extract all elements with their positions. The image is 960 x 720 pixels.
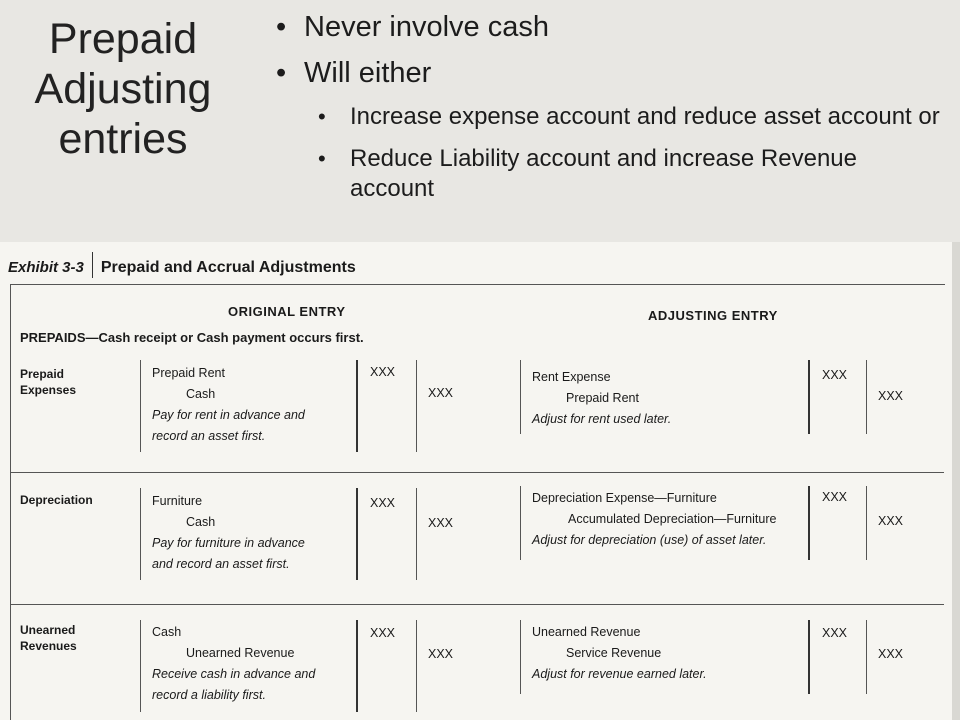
sub-bullet-item: • Reduce Liability account and increase Revenue account [318, 144, 946, 204]
column-header-adjusting: ADJUSTING ENTRY [648, 308, 778, 323]
credit-amount: XXX [428, 516, 454, 530]
entry-bracket [140, 488, 141, 580]
credit-amount: XXX [428, 386, 454, 400]
credit-column-rule [866, 486, 867, 560]
debit-account: Furniture [152, 494, 203, 508]
entry-bracket [520, 486, 521, 560]
credit-account: Unearned Revenue [186, 646, 295, 660]
debit-amount: XXX [370, 365, 396, 379]
credit-column-rule [416, 620, 417, 712]
column-header-original: ORIGINAL ENTRY [228, 304, 346, 319]
exhibit-image [0, 242, 952, 720]
debit-column-rule [356, 488, 358, 580]
row-label-line: Prepaid [20, 367, 65, 381]
credit-amount: XXX [878, 389, 904, 403]
credit-column-rule [866, 360, 867, 434]
debit-amount: XXX [822, 490, 848, 504]
exhibit-separator [92, 252, 93, 278]
row-label-prepaid-expenses [20, 366, 76, 398]
credit-column-rule [866, 620, 867, 694]
row-divider [10, 604, 944, 605]
debit-account: Cash [152, 625, 182, 639]
debit-column-rule [808, 360, 810, 434]
bullet-item: • Never involve cash [276, 10, 946, 44]
credit-account: Service Revenue [566, 646, 662, 660]
credit-column-rule [416, 488, 417, 580]
title-line: entries [58, 115, 188, 163]
entry-note: and record an asset first. [152, 557, 290, 571]
adjusting-entry-unearned [532, 622, 707, 685]
original-entry-unearned [152, 622, 315, 706]
entry-bracket [140, 360, 141, 452]
entry-note: Pay for furniture in advance [152, 536, 305, 550]
adjusting-entry-depreciation [532, 488, 776, 551]
entry-note: Adjust for rent used later. [532, 412, 672, 426]
entry-note: record a liability first. [152, 688, 266, 702]
credit-amount: XXX [878, 514, 904, 528]
debit-amount: XXX [370, 626, 396, 640]
credit-amount: XXX [428, 647, 454, 661]
entry-note: Adjust for revenue earned later. [532, 667, 707, 681]
exhibit-frame [10, 284, 945, 720]
credit-column-rule [416, 360, 417, 452]
row-label-line: Unearned [20, 623, 76, 637]
row-divider [10, 472, 944, 473]
adjusting-entry-prepaid [532, 367, 671, 430]
exhibit-label: Exhibit 3-3 [8, 259, 84, 276]
debit-account: Rent Expense [532, 370, 611, 384]
exhibit-header [8, 252, 356, 276]
debit-column-rule [356, 620, 358, 712]
original-entry-depreciation [152, 491, 305, 575]
title-line: Adjusting [34, 65, 212, 113]
credit-account: Cash [186, 515, 216, 529]
row-label-depreciation [20, 492, 93, 508]
row-label-unearned-revenues [20, 622, 77, 654]
credit-account: Accumulated Depreciation—Furniture [568, 512, 777, 526]
debit-amount: XXX [822, 368, 848, 382]
entry-bracket [520, 360, 521, 434]
entry-note: Adjust for depreciation (use) of asset later. [532, 533, 767, 547]
slide-edge-strip [952, 242, 960, 720]
title-line: Prepaid [48, 15, 198, 63]
section-heading: PREPAIDS—Cash receipt or Cash payment occurs first. [20, 330, 364, 345]
debit-account: Depreciation Expense—Furniture [532, 491, 717, 505]
entry-bracket [520, 620, 521, 694]
bullet-list [276, 10, 946, 216]
sub-bullet-item: • Increase expense account and reduce asset account or [318, 102, 946, 132]
debit-amount: XXX [370, 496, 396, 510]
row-label-line: Depreciation [20, 493, 93, 507]
credit-amount: XXX [878, 647, 904, 661]
bullet-item: • Will either [276, 56, 946, 90]
row-label-line: Expenses [20, 383, 77, 397]
debit-column-rule [356, 360, 358, 452]
credit-account: Cash [186, 387, 216, 401]
exhibit-title: Prepaid and Accrual Adjustments [100, 259, 356, 276]
original-entry-prepaid [152, 363, 305, 447]
debit-account: Unearned Revenue [532, 625, 641, 639]
row-label-line: Revenues [20, 639, 77, 653]
slide-title [14, 14, 232, 164]
debit-amount: XXX [822, 626, 848, 640]
entry-note: Receive cash in advance and [152, 667, 316, 681]
debit-column-rule [808, 486, 810, 560]
credit-account: Prepaid Rent [566, 391, 639, 405]
debit-account: Prepaid Rent [152, 366, 225, 380]
entry-bracket [140, 620, 141, 712]
debit-column-rule [808, 620, 810, 694]
entry-note: record an asset first. [152, 429, 266, 443]
entry-note: Pay for rent in advance and [152, 408, 305, 422]
